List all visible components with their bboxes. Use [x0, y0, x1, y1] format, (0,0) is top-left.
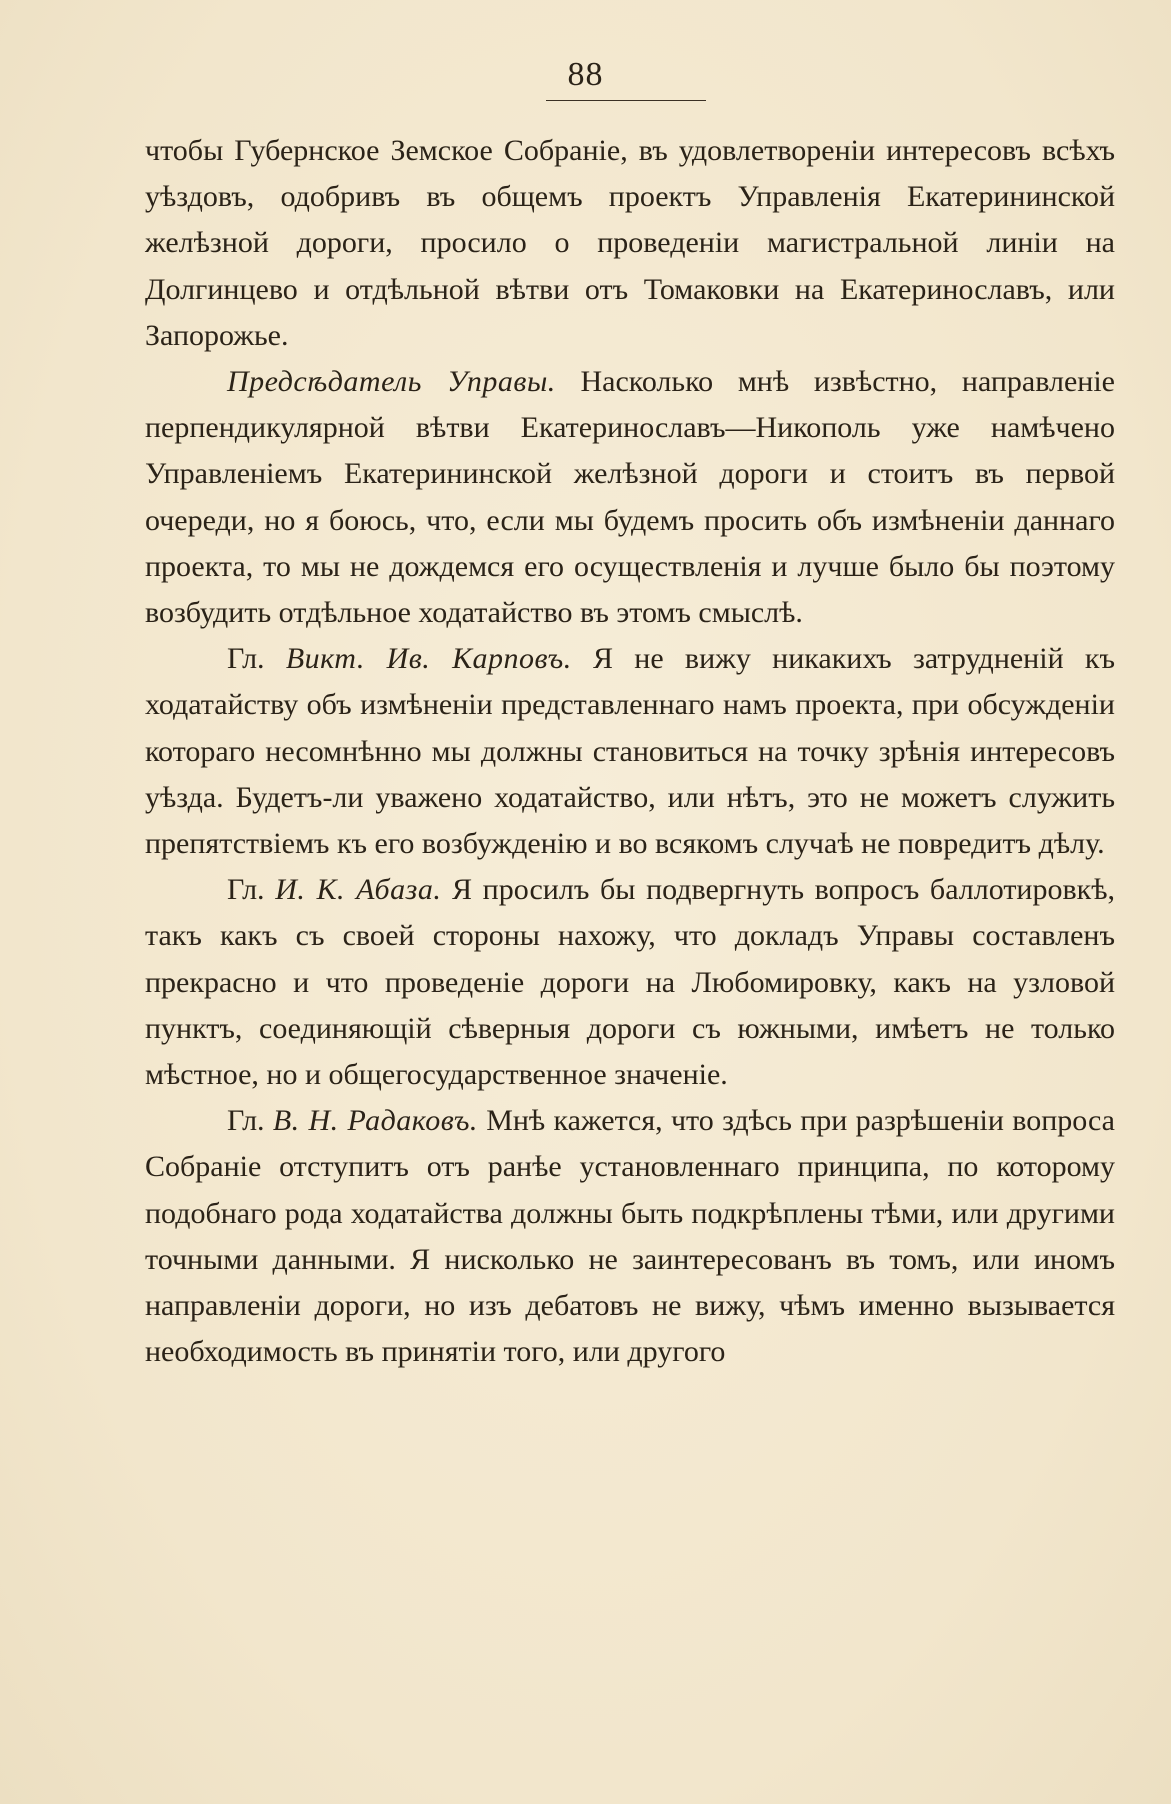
- paragraph-5: [145, 1098, 1115, 1375]
- speaker-prefix: Гл.: [227, 873, 265, 907]
- speaker-name: И. К. Абаза.: [275, 873, 442, 907]
- speaker-prefix: Гл.: [227, 642, 265, 676]
- paragraph-text: чтобы Губернское Земское Собраніе, въ удовлетвореніи интересовъ всѣхъ уѣздовъ, одобривъ въ общемъ проектъ Управленія Екатерининской желѣзной дороги, просило о проведеніи магистральной линіи на Долгинцево и отдѣльной вѣтви отъ Томаковки на Екатеринославъ, или Запорожье.: [145, 134, 1115, 352]
- page-number: 88: [567, 56, 604, 93]
- page-number-rule: [546, 100, 706, 101]
- paragraph-text: Мнѣ кажется, что здѣсь при разрѣшеніи вопроса Собраніе отступитъ отъ ранѣе установленнаго принципа, по которому подобнаго рода ходатайства должны быть подкрѣплены тѣми, или другими точными данными. Я нисколько не заинтересованъ въ томъ, или иномъ направленіи дороги, но изъ дебатовъ не вижу, чѣмъ именно вызывается необходимость въ принятіи того, или другого: [145, 1104, 1115, 1369]
- paragraph-1: [145, 128, 1115, 359]
- paragraph-3: [145, 636, 1115, 867]
- paragraph-text: Я просилъ бы подвергнуть вопросъ баллотировкѣ, такъ какъ съ своей стороны нахожу, что докладъ Управы составленъ прекрасно и что проведеніе дороги на Любомировку, какъ на узловой пунктъ, соединяющій сѣверныя дороги съ южными, имѣетъ не только мѣстное, но и общегосударственное значеніе.: [145, 873, 1116, 1092]
- paragraph-text: Насколько мнѣ извѣстно, направленіе перпендикулярной вѣтви Екатеринославъ—Никополь уже намѣчено Управленіемъ Екатерининской желѣзной дороги и стоитъ въ первой очереди, но я боюсь, что, если мы будемъ просить объ измѣненіи даннаго проекта, то мы не дождемся его осуществленія и лучше было бы поэтому возбудить отдѣльное ходатайство въ этомъ смыслѣ.: [145, 365, 1115, 630]
- body-text: [145, 128, 1115, 1375]
- speaker-name: Викт. Ив. Карповъ.: [285, 642, 572, 676]
- speaker-name: В. Н. Радаковъ.: [272, 1104, 478, 1138]
- speaker-name: Предсѣдатель Управы.: [227, 365, 556, 399]
- paragraph-4: [145, 867, 1115, 1098]
- paragraph-text: Я не вижу никакихъ затрудненій къ ходатайству объ измѣненіи представленнаго намъ проекта, при обсужденіи котораго несомнѣнно мы должны становиться на точку зрѣнія интересовъ уѣзда. Будетъ-ли уважено ходатайство, или нѣтъ, это не можетъ служить препятствіемъ къ его возбужденію и во всякомъ случаѣ не повредитъ дѣлу.: [145, 642, 1115, 861]
- speaker-prefix: Гл.: [227, 1104, 265, 1138]
- paragraph-2: [145, 359, 1115, 636]
